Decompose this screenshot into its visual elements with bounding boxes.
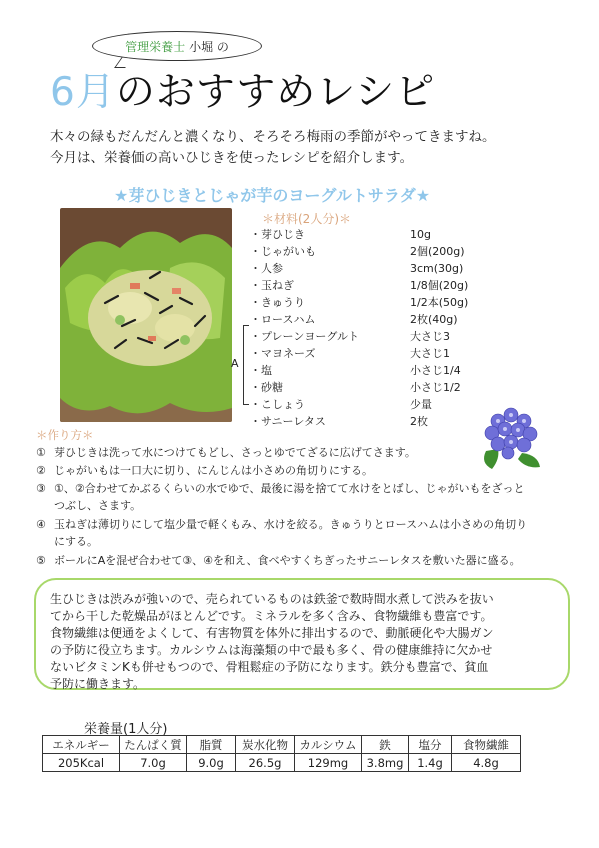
group-bracket bbox=[243, 325, 249, 405]
ingredient-name: ・芽ひじき bbox=[250, 228, 305, 241]
step-number: ③ bbox=[36, 482, 46, 495]
table-cell: 7.0g bbox=[120, 754, 187, 772]
step-number: ② bbox=[36, 464, 46, 477]
page-title bbox=[50, 68, 435, 118]
ingredient-amount: 少量 bbox=[410, 398, 432, 411]
group-label: A bbox=[231, 357, 239, 370]
table-header-cell: エネルギー bbox=[43, 736, 120, 754]
table-header-cell: たんぱく質 bbox=[120, 736, 187, 754]
info-line: てから干した乾燥品がほとんどです。ミネラルを多く含み、食物繊維も豊富です。 bbox=[50, 609, 493, 623]
ingredient-name: ・プレーンヨーグルト bbox=[250, 330, 360, 343]
recipe-title: ★芽ひじきとじゃが芋のヨーグルトサラダ★ bbox=[114, 186, 431, 205]
info-line: 生ひじきは渋みが強いので、売られているものは鉄釜で数時間水煮して渋みを抜い bbox=[50, 592, 494, 606]
table-header-cell: 炭水化物 bbox=[236, 736, 295, 754]
method-step bbox=[36, 444, 416, 461]
info-line: 食物繊維は便通をよくして、有害物質を体外に排出するので、動脈硬化や大腸ガン bbox=[50, 626, 494, 640]
table-header-cell: 脂質 bbox=[187, 736, 236, 754]
info-line: 予防に働きます。 bbox=[50, 677, 146, 691]
step-text-cont: つぶし、さます。 bbox=[54, 499, 142, 512]
table-cell: 9.0g bbox=[187, 754, 236, 772]
ingredient-name: ・マヨネーズ bbox=[250, 347, 316, 360]
ingredient-amount: 1/2本(50g) bbox=[410, 296, 469, 309]
method-step bbox=[36, 516, 527, 550]
step-number: ④ bbox=[36, 518, 46, 531]
table-cell: 205Kcal bbox=[43, 754, 120, 772]
step-number: ⑤ bbox=[36, 554, 46, 567]
ingredient-name: ・砂糖 bbox=[250, 381, 283, 394]
step-text: 芽ひじきは洗って水につけてもどし、さっとゆでてざるに広げてさます。 bbox=[54, 446, 416, 459]
salad-photo bbox=[60, 208, 232, 422]
ingredient-name: ・玉ねぎ bbox=[250, 279, 294, 292]
ingredient-amount: 小さじ1/2 bbox=[410, 381, 461, 394]
info-box bbox=[34, 578, 570, 690]
ingredient-amount: 3cm(30g) bbox=[410, 262, 464, 275]
method-step bbox=[36, 552, 521, 569]
ingredient-amount: 小さじ1/4 bbox=[410, 364, 461, 377]
step-text: 玉ねぎは薄切りにして塩少量で軽くもみ、水けを絞る。きゅうりとロースハムは小さめの角切り bbox=[54, 518, 528, 531]
ingredient-amount: 10g bbox=[410, 228, 431, 241]
ingredient-amount: 大さじ1 bbox=[410, 347, 450, 360]
table-header-row bbox=[43, 736, 521, 754]
title-text: のおすすめレシピ bbox=[115, 70, 436, 115]
ingredient-name: ・こしょう bbox=[250, 398, 305, 411]
ingredient-amount: 2個(200g) bbox=[410, 245, 465, 258]
hydrangea-illustration bbox=[478, 403, 544, 471]
table-cell: 4.8g bbox=[452, 754, 521, 772]
author-name: 小堀 の bbox=[189, 39, 229, 54]
intro-line-2: 今月は、栄養価の高いひじきを使ったレシピを紹介します。 bbox=[50, 150, 414, 166]
table-header-cell: 塩分 bbox=[409, 736, 452, 754]
ingredients-heading: ＊材料(2人分)＊ bbox=[262, 212, 351, 226]
step-text: ボールにAを混ぜ合わせて③、④を和え、食べやすくちぎったサニーレタスを敷いた器に盛る。 bbox=[54, 554, 521, 567]
method-step bbox=[36, 462, 373, 479]
step-text: じゃがいもは一口大に切り、にんじんは小さめの角切りにする。 bbox=[54, 464, 373, 477]
author-role: 管理栄養士 bbox=[125, 39, 186, 54]
step-number: ① bbox=[36, 446, 46, 459]
method-step bbox=[36, 480, 525, 514]
nutrition-table bbox=[42, 735, 521, 772]
ingredient-amount: 2枚(40g) bbox=[410, 313, 458, 326]
ingredient-name: ・きゅうり bbox=[250, 296, 305, 309]
table-cell: 129mg bbox=[295, 754, 362, 772]
author-bubble bbox=[92, 31, 262, 61]
ingredient-name: ・塩 bbox=[250, 364, 272, 377]
title-month: 6月 bbox=[50, 70, 116, 115]
ingredient-name: ・サニーレタス bbox=[250, 415, 326, 428]
table-header-cell: カルシウム bbox=[295, 736, 362, 754]
table-header-cell: 食物繊維 bbox=[452, 736, 521, 754]
method-heading: ＊作り方＊ bbox=[36, 428, 94, 442]
info-line: ないビタミンKも併せもつので、骨粗鬆症の予防になります。鉄分も豊富で、貧血 bbox=[50, 660, 489, 674]
table-cell: 26.5g bbox=[236, 754, 295, 772]
step-text-cont: にする。 bbox=[54, 535, 98, 548]
nutrition-heading: 栄養量(1人分) bbox=[84, 722, 168, 737]
table-header-cell: 鉄 bbox=[362, 736, 409, 754]
table-cell: 3.8mg bbox=[362, 754, 409, 772]
ingredient-name: ・じゃがいも bbox=[250, 245, 316, 258]
ingredient-name: ・ロースハム bbox=[250, 313, 316, 326]
ingredient-name: ・人参 bbox=[250, 262, 283, 275]
step-text: ①、②合わせてかぶるくらいの水でゆで、最後に湯を捨てて水けをとばし、じゃがいもをざっと bbox=[54, 482, 525, 495]
intro-line-1: 木々の緑もだんだんと濃くなり、そろそろ梅雨の季節がやってきますね。 bbox=[50, 129, 496, 145]
ingredient-amount: 大さじ3 bbox=[410, 330, 450, 343]
table-cell: 1.4g bbox=[409, 754, 452, 772]
ingredient-amount: 1/8個(20g) bbox=[410, 279, 469, 292]
table-row bbox=[43, 754, 521, 772]
ingredient-amount: 2枚 bbox=[410, 415, 428, 428]
bubble-tail bbox=[114, 57, 133, 68]
info-line: の予防に役立ちます。カルシウムは海藻類の中で最も多く、骨の健康維持に欠かせ bbox=[50, 643, 493, 657]
